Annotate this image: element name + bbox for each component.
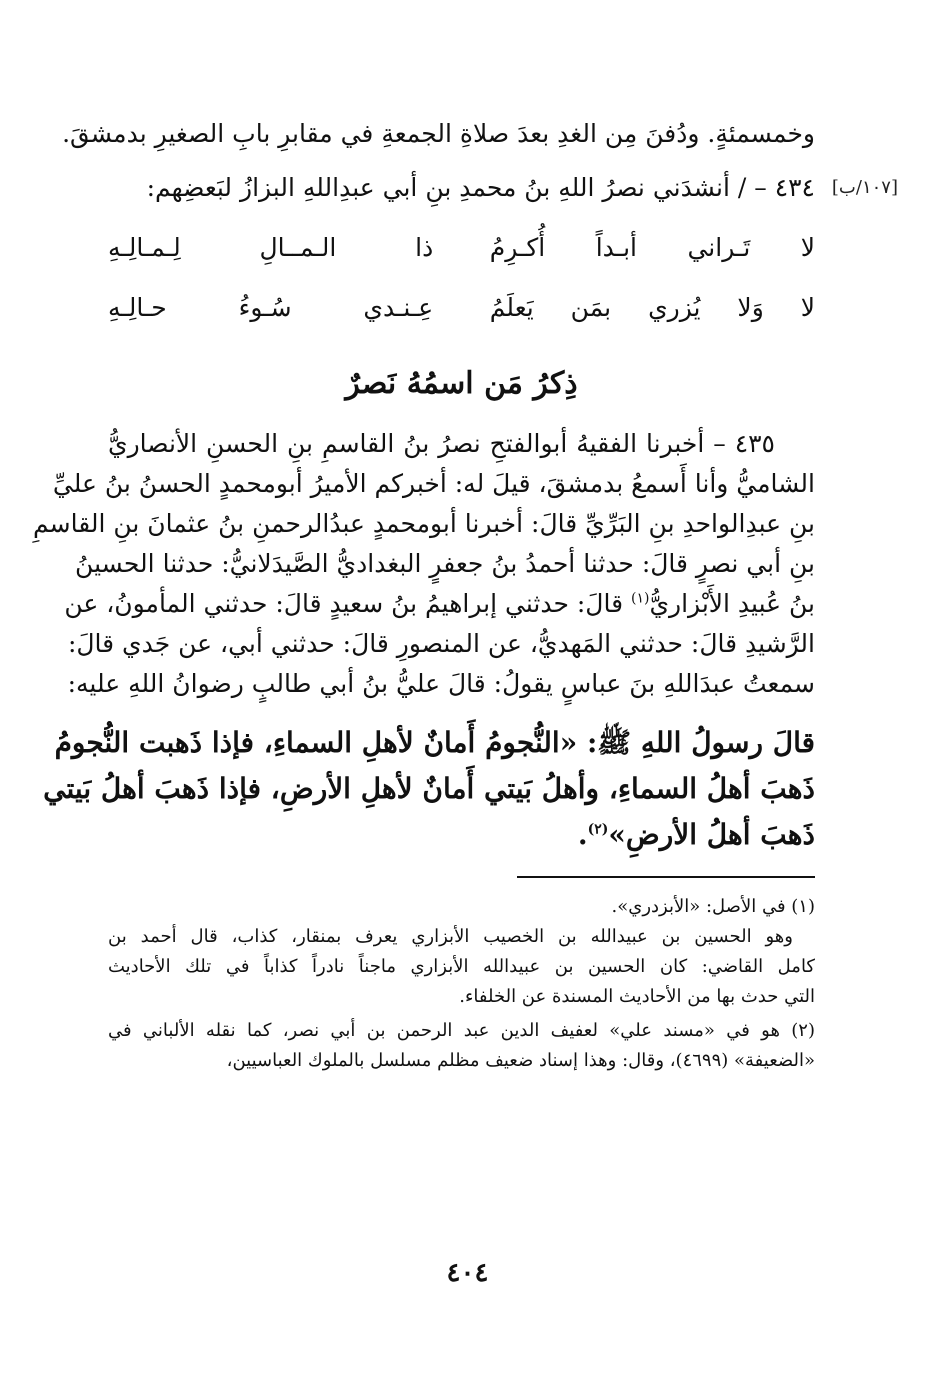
footnotes <box>108 892 815 1076</box>
page-body <box>33 100 898 1076</box>
margin-folio-reference: [١٠٧/ب] <box>831 177 898 198</box>
verse-2-second-hemistich: عِـنـدي سُـوءُ حـالِـهِ <box>108 293 434 322</box>
entry-434 <box>108 168 898 208</box>
entry-435-line: الشاميُّ وأنا أَسمعُ بدمشقَ، قيلَ له: أخبركم الأميرُ أبومحمدٍ الحسنُ بنُ عليِّ <box>52 469 815 498</box>
footnote-2-line: «الضعيفة» (٤٦٩٩)، وقال: وهذا إسناد ضعيف مظلم مسلسل بالملوك العباسيين، <box>226 1050 815 1071</box>
page-number: ٤٠٤ <box>446 1258 489 1288</box>
entry-435-line: ٤٣٥ – أخبرنا الفقيهُ أبوالفتحِ نصرُ بنُ القاسمِ بنِ الحسنِ الأنصاريُّ <box>108 429 775 458</box>
hadith-line-text: ذَهبَ أهلُ الأرضِ» <box>608 818 815 851</box>
entry-435-line <box>64 584 815 624</box>
footnote-ref-1[interactable]: (١) <box>630 590 650 607</box>
verse-1-first-hemistich: لا تَـراني أبـداً أُكـرِمُ <box>489 233 815 262</box>
footnote-ref-2[interactable]: (٢) <box>587 821 609 838</box>
hadith-text <box>43 720 815 858</box>
footnote-1-line: (١) في الأصل: «الأبزدري». <box>611 896 815 917</box>
entry-435-line-part: بنُ عُبيدِ الأَبْزاريُّ <box>649 589 815 618</box>
footnote-divider <box>517 876 815 878</box>
entry-435-line-part: قالَ: حدثني إبراهيمُ بنُ سعيدٍ قالَ: حدثني المأمونُ، عن <box>64 589 631 618</box>
entry-435-line: بنِ أبي نصرٍ قالَ: حدثنا أحمدُ بنُ جعفرٍ البغداديُّ الصَّيدَلانيُّ: حدثنا الحسينُ <box>75 549 815 578</box>
verse-line-2 <box>108 288 815 328</box>
entry-435 <box>33 424 815 704</box>
verse-1-second-hemistich: ذا الـمــالِ لِـمـالِـهِ <box>108 233 434 262</box>
hadith-line <box>108 812 815 858</box>
footnote-1-line: كامل القاضي: كان الحسين بن عبيدالله الأبزاري ماجناً نادراً كذاباً في تلك الأحاديث <box>108 956 815 977</box>
hadith-line: ذَهبَ أهلُ السماءِ، وأهلُ بَيتي أَمانٌ لأهلِ الأرضِ، فإذا ذَهبَ أهلُ بَيتي <box>43 772 815 805</box>
entry-434-text: ٤٣٤ – / أنشدَني نصرُ اللهِ بنُ محمدِ بنِ أبي عبدِاللهِ البزازُ لبَعضِهم: <box>146 173 815 202</box>
verse-2-first-hemistich: لا وَلا يُزري بمَن يَعلَمُ <box>489 293 815 322</box>
footnote-1-line: التي حدث بها من الأحاديث المسندة عن الخلفاء. <box>459 986 815 1007</box>
entry-435-line: الرَّشيدِ قالَ: حدثني المَهديُّ، عن المنصورِ قالَ: حدثني أبي، عن جَدي قالَ: <box>67 629 815 658</box>
hadith-line: قالَ رسولُ اللهِ ﷺ: «النُّجومُ أَمانٌ لأهلِ السماءِ، فإذا ذَهبت النُّجومُ <box>54 726 815 759</box>
intro-line: وخمسمئةٍ. ودُفنَ مِن الغدِ بعدَ صلاةِ الجمعةِ في مقابرِ بابِ الصغيرِ بدمشقَ. <box>62 119 815 148</box>
entry-435-line: بنِ عبدِالواحدِ بنِ البَرِّيِّ قالَ: أخبرنا أبومحمدٍ عبدُالرحمنِ بنُ عثمانَ بنِ القاسمِ <box>33 509 815 538</box>
section-title: ذِكرُ مَن اسمُهُ نَصرٌ <box>345 366 578 401</box>
entry-435-line: سمعتُ عبدَاللهِ بنَ عباسٍ يقولُ: قالَ عليُّ بنُ أبي طالبٍ رضوانُ اللهِ عليه: <box>67 669 815 698</box>
verse-line-1 <box>108 228 815 268</box>
footnote-2-line: (٢) هو في «مسند علي» لعفيف الدين عبد الرحمن بن أبي نصر، كما نقله الألباني في <box>108 1020 815 1041</box>
hadith-end-punct: . <box>577 818 588 851</box>
footnote-1-line: وهو الحسين بن عبيدالله بن الخصيب الأبزاري يعرف بمنقار، كذاب، قال أحمد بن <box>108 926 793 947</box>
